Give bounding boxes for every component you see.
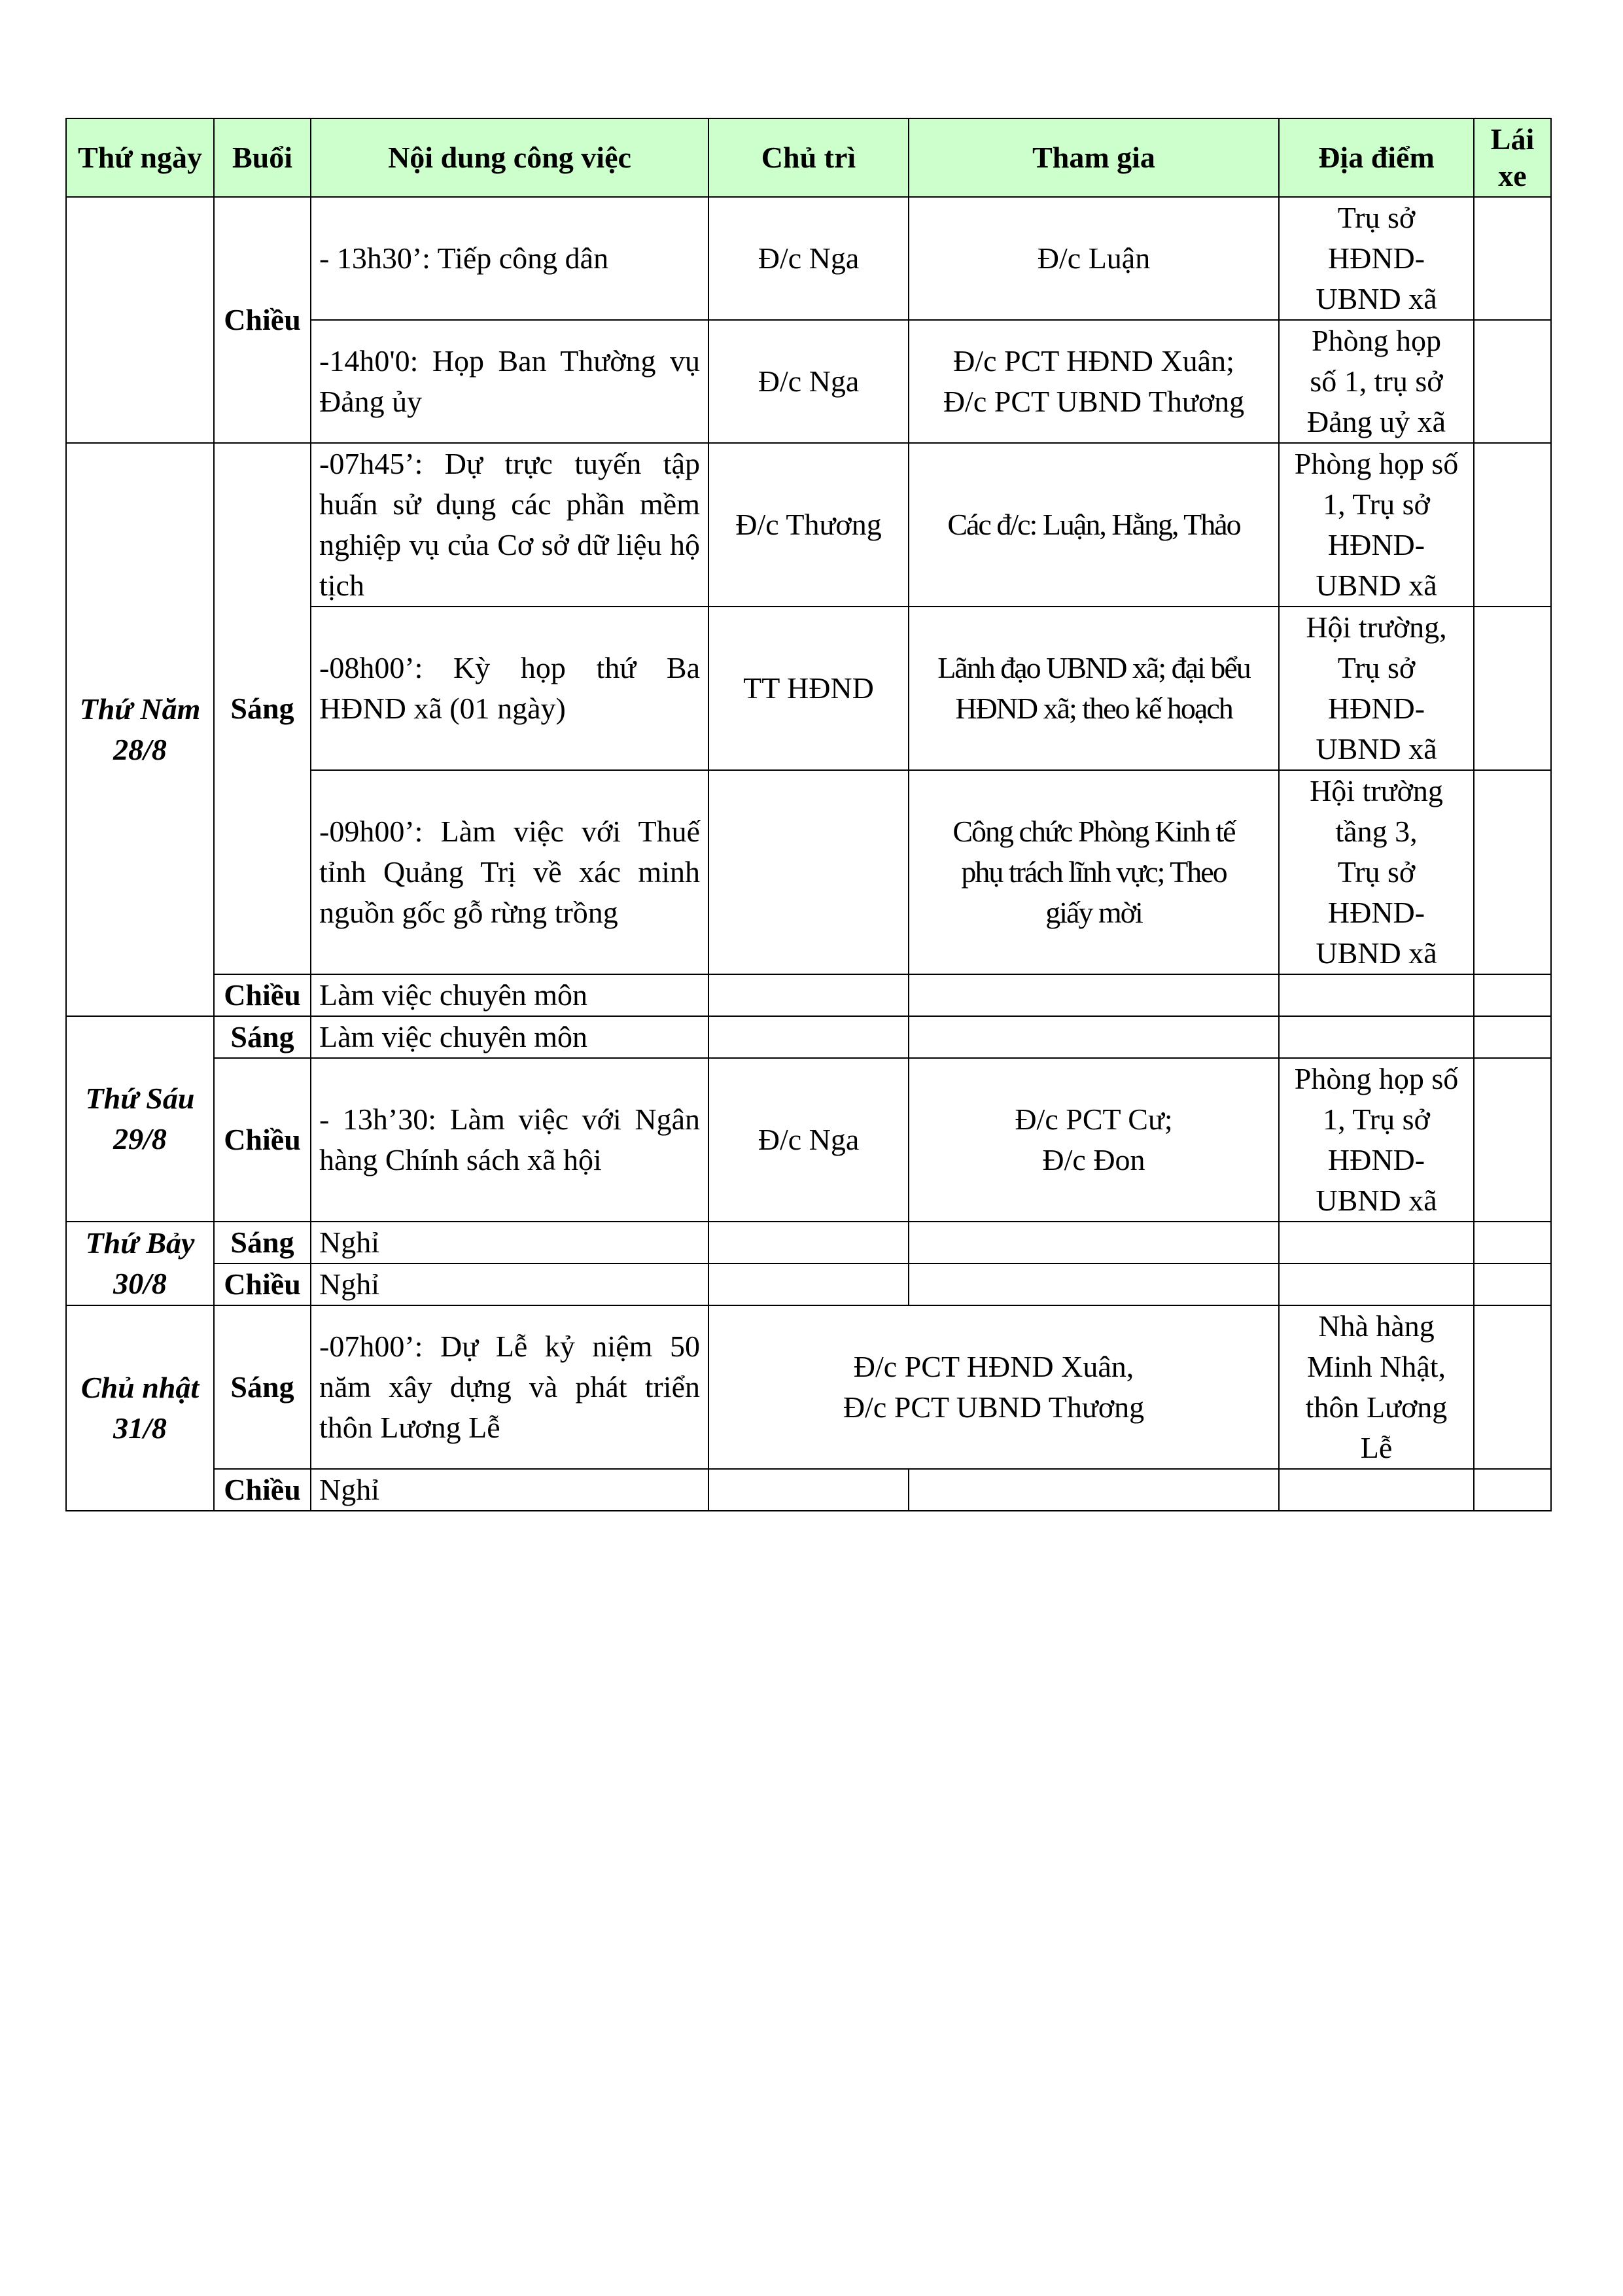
participants-cell: Lãnh đạo UBND xã; đại bểu HĐND xã; theo kế hoạch (909, 607, 1279, 770)
participants-cell: Công chức Phòng Kinh tế phụ trách lĩnh vực; Theo giấy mời (909, 770, 1279, 974)
chair-participants-cell: Đ/c PCT HĐND Xuân, Đ/c PCT UBND Thương (708, 1305, 1279, 1469)
participants-cell (909, 1016, 1279, 1058)
schedule-table (65, 118, 1552, 1511)
driver-cell (1474, 974, 1551, 1016)
chair-cell (708, 1469, 909, 1511)
location-cell: Phòng họp số 1, Trụ sở HĐND- UBND xã (1279, 1058, 1474, 1222)
location-cell: Phòng họp số 1, trụ sở Đảng uỷ xã (1279, 320, 1474, 443)
session-cell: Chiều (214, 974, 311, 1016)
chair-cell (708, 1016, 909, 1058)
content-cell: -08h00’: Kỳ họp thứ Ba HĐND xã (01 ngày) (311, 607, 708, 770)
session-cell: Chiều (214, 197, 311, 443)
chair-cell: Đ/c Nga (708, 197, 909, 320)
driver-cell (1474, 770, 1551, 974)
driver-cell (1474, 1305, 1551, 1469)
content-cell: Nghỉ (311, 1263, 708, 1305)
participants-cell (909, 1263, 1279, 1305)
chair-cell: TT HĐND (708, 607, 909, 770)
location-cell: Hội trường, Trụ sở HĐND- UBND xã (1279, 607, 1474, 770)
participants-cell: Các đ/c: Luận, Hằng, Thảo (909, 443, 1279, 607)
content-cell: - 13h30’: Tiếp công dân (311, 197, 708, 320)
day-cell: Thứ Sáu 29/8 (66, 1016, 214, 1222)
driver-cell (1474, 1222, 1551, 1263)
table-row (66, 1222, 1551, 1263)
session-cell: Chiều (214, 1058, 311, 1222)
content-cell: -14h0'0: Họp Ban Thường vụ Đảng ủy (311, 320, 708, 443)
content-cell: Làm việc chuyên môn (311, 974, 708, 1016)
participants-cell (909, 974, 1279, 1016)
session-cell: Sáng (214, 1016, 311, 1058)
table-row (66, 974, 1551, 1016)
session-cell: Sáng (214, 443, 311, 974)
chair-cell (708, 1263, 909, 1305)
table-row (66, 1469, 1551, 1511)
participants-cell (909, 1222, 1279, 1263)
table-row (66, 1016, 1551, 1058)
location-cell (1279, 1222, 1474, 1263)
session-cell: Chiều (214, 1263, 311, 1305)
content-cell: -09h00’: Làm việc với Thuế tỉnh Quảng Trị về xác minh nguồn gốc gỗ rừng trồng (311, 770, 708, 974)
driver-cell (1474, 320, 1551, 443)
location-cell (1279, 974, 1474, 1016)
header-driver: Lái xe (1474, 118, 1551, 197)
day-cell: Chủ nhật 31/8 (66, 1305, 214, 1511)
chair-cell (708, 1222, 909, 1263)
chair-cell: Đ/c Nga (708, 1058, 909, 1222)
chair-cell: Đ/c Thương (708, 443, 909, 607)
day-cell-empty (66, 197, 214, 443)
table-row (66, 443, 1551, 607)
driver-cell (1474, 197, 1551, 320)
header-participants: Tham gia (909, 118, 1279, 197)
location-cell: Trụ sở HĐND- UBND xã (1279, 197, 1474, 320)
header-session: Buổi (214, 118, 311, 197)
header-row (66, 118, 1551, 197)
session-cell: Sáng (214, 1305, 311, 1469)
session-cell: Chiều (214, 1469, 311, 1511)
participants-cell: Đ/c Luận (909, 197, 1279, 320)
day-cell: Thứ Năm 28/8 (66, 443, 214, 1016)
day-cell: Thứ Bảy 30/8 (66, 1222, 214, 1305)
content-cell: Nghỉ (311, 1469, 708, 1511)
content-cell: -07h45’: Dự trực tuyến tập huấn sử dụng các phần mềm nghiệp vụ của Cơ sở dữ liệu hộ tịch (311, 443, 708, 607)
location-cell (1279, 1263, 1474, 1305)
session-cell: Sáng (214, 1222, 311, 1263)
header-chair: Chủ trì (708, 118, 909, 197)
chair-cell (708, 974, 909, 1016)
content-cell: Nghỉ (311, 1222, 708, 1263)
content-cell: - 13h’30: Làm việc với Ngân hàng Chính sách xã hội (311, 1058, 708, 1222)
table-row (66, 197, 1551, 320)
table-row (66, 1305, 1551, 1469)
driver-cell (1474, 1016, 1551, 1058)
content-cell: Làm việc chuyên môn (311, 1016, 708, 1058)
header-day: Thứ ngày (66, 118, 214, 197)
driver-cell (1474, 607, 1551, 770)
participants-cell (909, 1469, 1279, 1511)
table-row (66, 1058, 1551, 1222)
content-cell: -07h00’: Dự Lễ kỷ niệm 50 năm xây dựng và phát triển thôn Lương Lễ (311, 1305, 708, 1469)
participants-cell: Đ/c PCT Cư; Đ/c Đon (909, 1058, 1279, 1222)
driver-cell (1474, 1058, 1551, 1222)
driver-cell (1474, 1469, 1551, 1511)
participants-cell: Đ/c PCT HĐND Xuân; Đ/c PCT UBND Thương (909, 320, 1279, 443)
location-cell: Phòng họp số 1, Trụ sở HĐND- UBND xã (1279, 443, 1474, 607)
chair-cell: Đ/c Nga (708, 320, 909, 443)
driver-cell (1474, 443, 1551, 607)
location-cell: Hội trường tầng 3, Trụ sở HĐND- UBND xã (1279, 770, 1474, 974)
header-location: Địa điểm (1279, 118, 1474, 197)
location-cell (1279, 1016, 1474, 1058)
driver-cell (1474, 1263, 1551, 1305)
location-cell: Nhà hàng Minh Nhật, thôn Lương Lễ (1279, 1305, 1474, 1469)
header-content: Nội dung công việc (311, 118, 708, 197)
location-cell (1279, 1469, 1474, 1511)
table-row (66, 1263, 1551, 1305)
chair-cell (708, 770, 909, 974)
